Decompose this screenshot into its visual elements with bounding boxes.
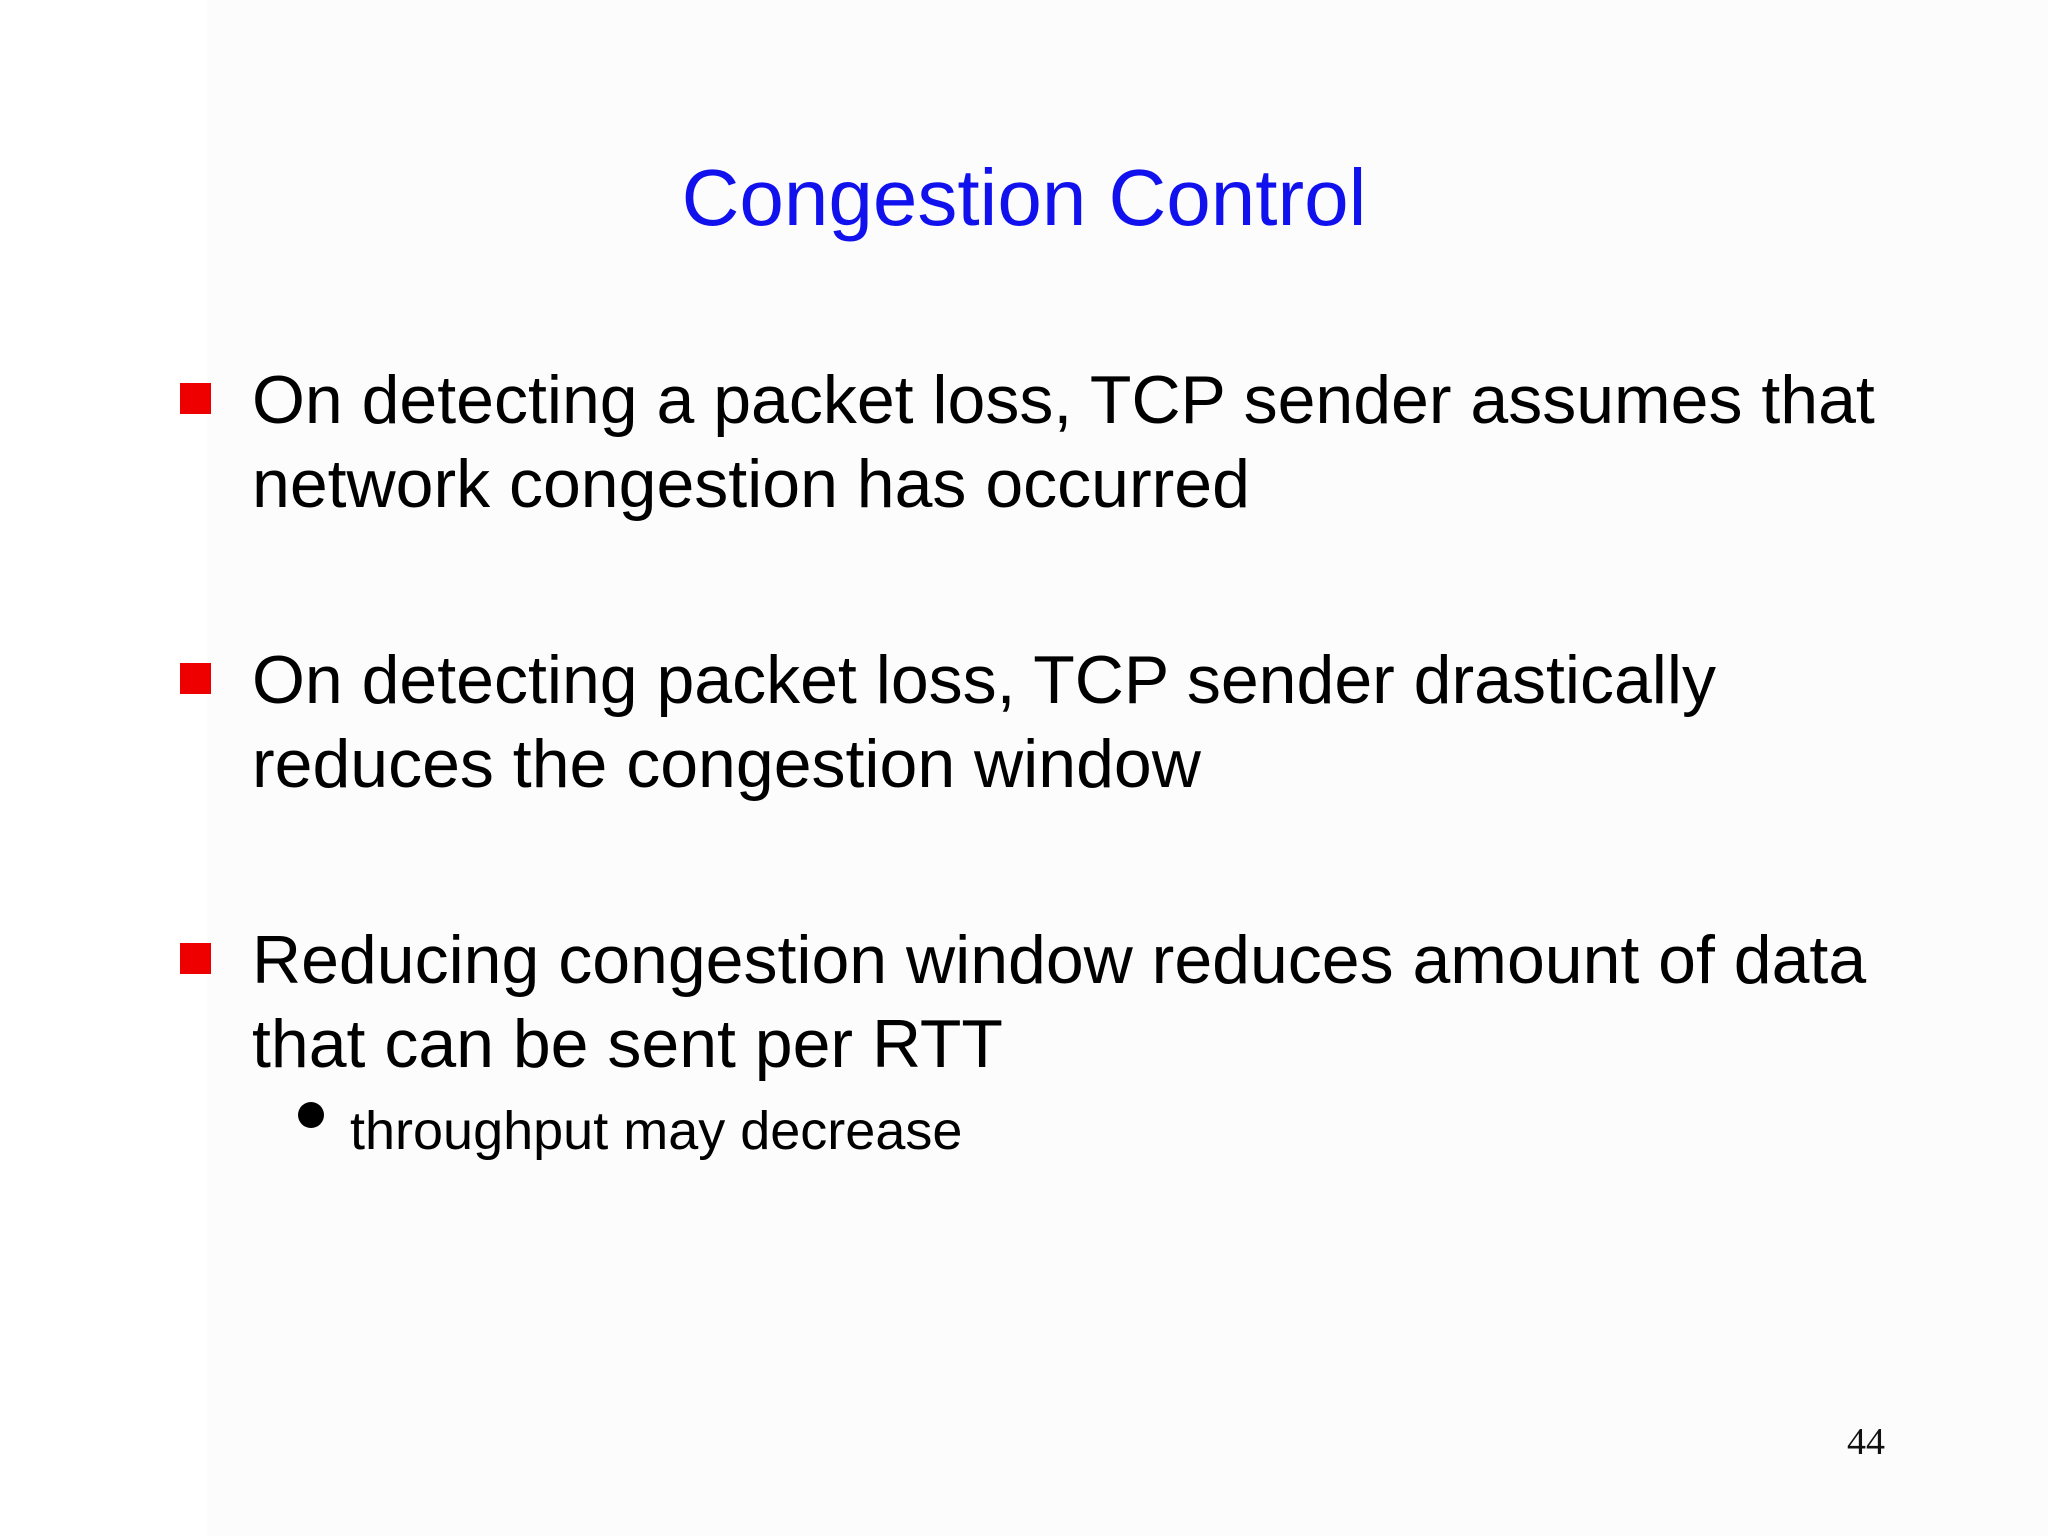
- square-bullet-icon: [180, 663, 211, 694]
- round-bullet-icon: [298, 1102, 324, 1128]
- bullet-text: On detecting a packet loss, TCP sender assumes that network congestion has occurred: [252, 362, 1875, 522]
- square-bullet-icon: [180, 943, 211, 974]
- square-bullet-icon: [180, 383, 211, 414]
- bullet-text: On detecting packet loss, TCP sender drastically reduces the congestion window: [252, 642, 1716, 802]
- bullet-text: Reducing congestion window reduces amount of data that can be sent per RTT: [252, 922, 1867, 1082]
- page-number: 44: [1847, 1421, 1885, 1463]
- slide-title: Congestion Control: [681, 153, 1367, 242]
- sub-bullet-text: throughput may decrease: [350, 1101, 963, 1161]
